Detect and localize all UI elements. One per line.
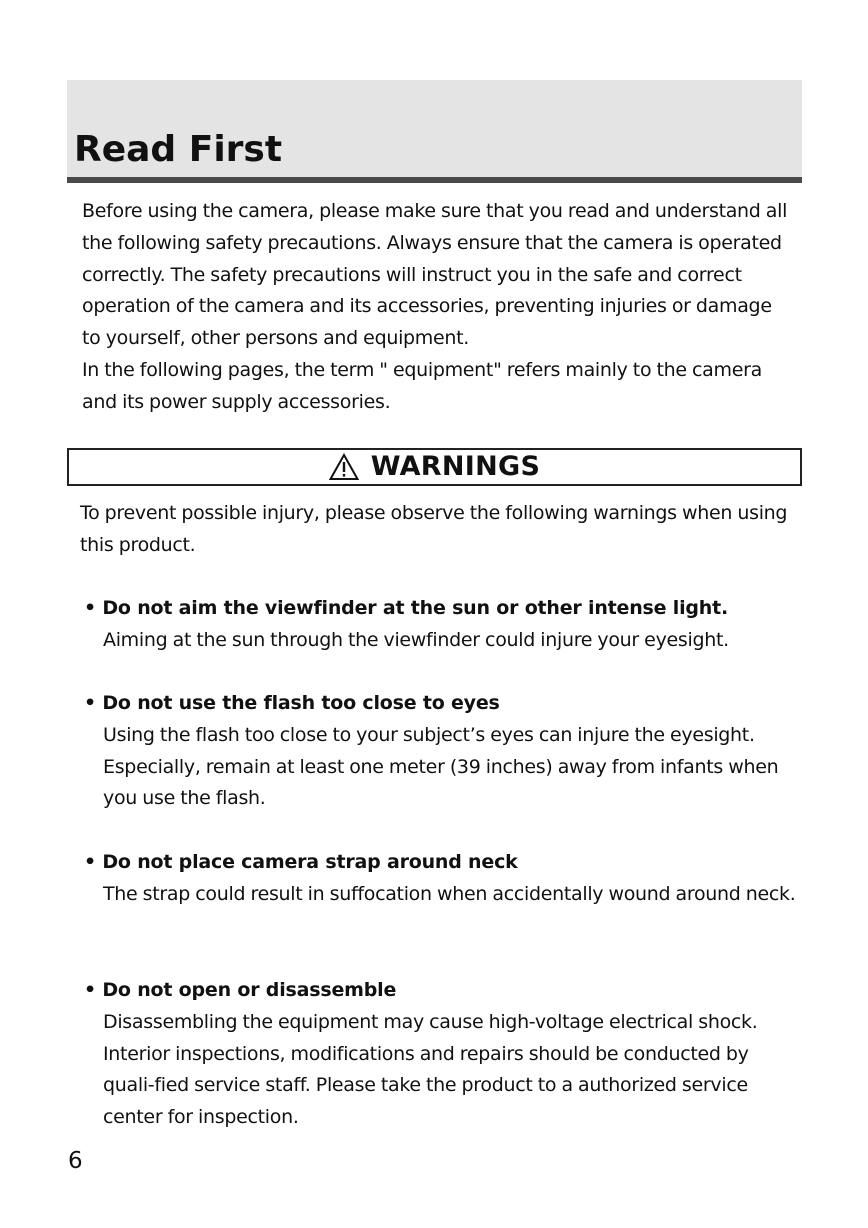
intro-paragraph: Before using the camera, please make sure that you read and understand all the following safety precautions. Always ensure that the camera is operated correctly. The safety precautions will instruct you in the safe and correct operation of the camera and its accessories, preventing injuries or damage to yourself, other persons and equipment. — [82, 200, 788, 350]
warning-item-heading: • Do not use the flash too close to eyes — [84, 692, 500, 714]
intro-section — [82, 196, 792, 419]
warning-item — [84, 847, 800, 911]
header-rule — [67, 177, 802, 183]
warning-item — [84, 975, 800, 1134]
warning-item-heading: • Do not place camera strap around neck — [84, 851, 518, 873]
page-number: 6 — [68, 1148, 83, 1174]
warnings-title: WARNINGS — [370, 451, 541, 482]
warning-item-body: The strap could result in suffocation when accidentally wound around neck. — [103, 882, 796, 905]
warnings-intro: To prevent possible injury, please observe the following warnings when using this product. — [80, 502, 788, 556]
warning-item — [84, 593, 800, 657]
page-title: Read First — [74, 129, 283, 170]
intro-paragraph: In the following pages, the term " equipment" refers mainly to the camera and its power supply accessories. — [82, 358, 762, 413]
warning-item-body: Disassembling the equipment may cause high-voltage electrical shock. Interior inspections, modifications and repairs should be conducted by quali-fied service staff. Please take the product to a authorized service center for inspection. — [103, 1010, 758, 1129]
warning-item-heading: • Do not open or disassemble — [84, 979, 397, 1001]
warning-item-body: Using the flash too close to your subject’s eyes can injure the eyesight. Especially, remain at least one meter (39 inches) away from infants when you use the flash. — [103, 723, 779, 810]
warning-item-body: Aiming at the sun through the viewfinder could injure your eyesight. — [103, 628, 729, 651]
warning-item — [84, 688, 800, 815]
warnings-banner — [67, 448, 802, 486]
warning-triangle-icon — [329, 453, 359, 481]
warning-item-heading: • Do not aim the viewfinder at the sun or other intense light. — [84, 597, 729, 619]
